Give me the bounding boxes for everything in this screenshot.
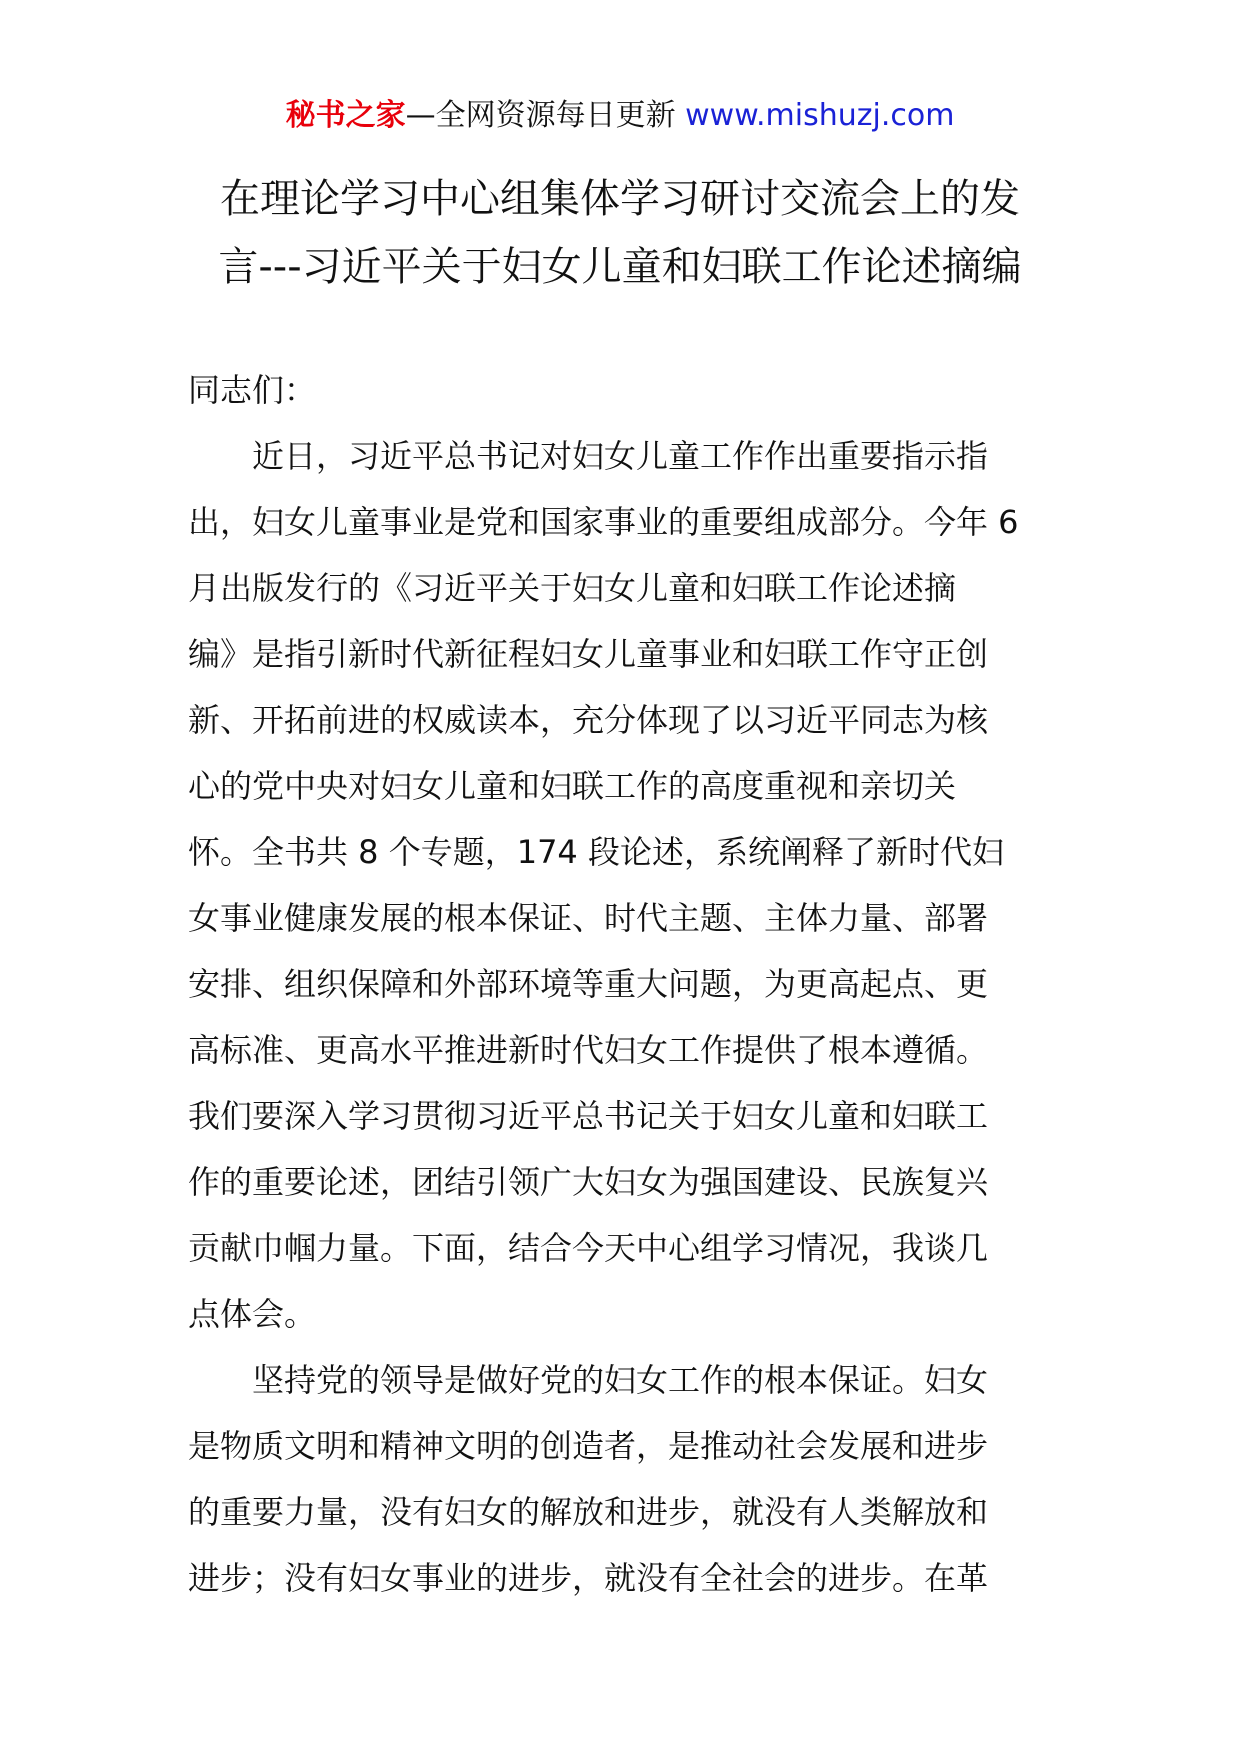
paragraph-line: 坚持党的领导是做好党的妇女工作的根本保证。妇女 <box>252 1361 989 1399</box>
paragraph-line: 新、开拓前进的权威读本，充分体现了以习近平同志为核 <box>188 701 989 739</box>
paragraph-line: 月出版发行的《习近平关于妇女儿童和妇联工作论述摘 <box>188 569 957 607</box>
paragraph-line: 是物质文明和精神文明的创造者，是推动社会发展和进步 <box>188 1427 989 1465</box>
paragraph-line: 安排、组织保障和外部环境等重大问题，为更高起点、更 <box>188 965 989 1003</box>
paragraph-line: 进步；没有妇女事业的进步，就没有全社会的进步。在革 <box>188 1559 989 1597</box>
title-line: 在理论学习中心组集体学习研讨交流会上的发 <box>220 176 1020 222</box>
paragraph-line: 高标准、更高水平推进新时代妇女工作提供了根本遵循。 <box>188 1031 989 1069</box>
paragraph-line: 编》是指引新时代新征程妇女儿童事业和妇联工作守正创 <box>188 635 989 673</box>
document-title <box>0 165 1240 301</box>
paragraph-line: 近日，习近平总书记对妇女儿童工作作出重要指示指 <box>252 437 989 475</box>
site-header <box>0 96 1240 136</box>
paragraph-line: 怀。全书共 8 个专题，174 段论述，系统阐释了新时代妇 <box>188 833 1004 871</box>
paragraph-line: 我们要深入学习贯彻习近平总书记关于妇女儿童和妇联工 <box>188 1097 989 1135</box>
paragraph-line: 贡献巾帼力量。下面，结合今天中心组学习情况，我谈几 <box>188 1229 989 1267</box>
salutation: 同志们： <box>188 371 317 409</box>
paragraph-line: 作的重要论述，团结引领广大妇女为强国建设、民族复兴 <box>188 1163 989 1201</box>
paragraph-line: 出，妇女儿童事业是党和国家事业的重要组成部分。今年 6 <box>188 503 1019 541</box>
site-brand: 秘书之家 <box>285 98 406 133</box>
document-body <box>188 357 1055 1611</box>
paragraph-line: 的重要力量，没有妇女的解放和进步，就没有人类解放和 <box>188 1493 989 1531</box>
paragraph-line: 女事业健康发展的根本保证、时代主题、主体力量、部署 <box>188 899 989 937</box>
paragraph-2 <box>188 1347 1055 1611</box>
site-url-link[interactable]: www.mishuzj.com <box>685 98 955 133</box>
title-line: 言---习近平关于妇女儿童和妇联工作论述摘编 <box>218 244 1022 290</box>
paragraph-1 <box>188 423 1055 1347</box>
site-tagline: —全网资源每日更新 <box>405 98 686 133</box>
paragraph-line: 心的党中央对妇女儿童和妇联工作的高度重视和亲切关 <box>188 767 957 805</box>
paragraph-line: 点体会。 <box>188 1295 317 1333</box>
